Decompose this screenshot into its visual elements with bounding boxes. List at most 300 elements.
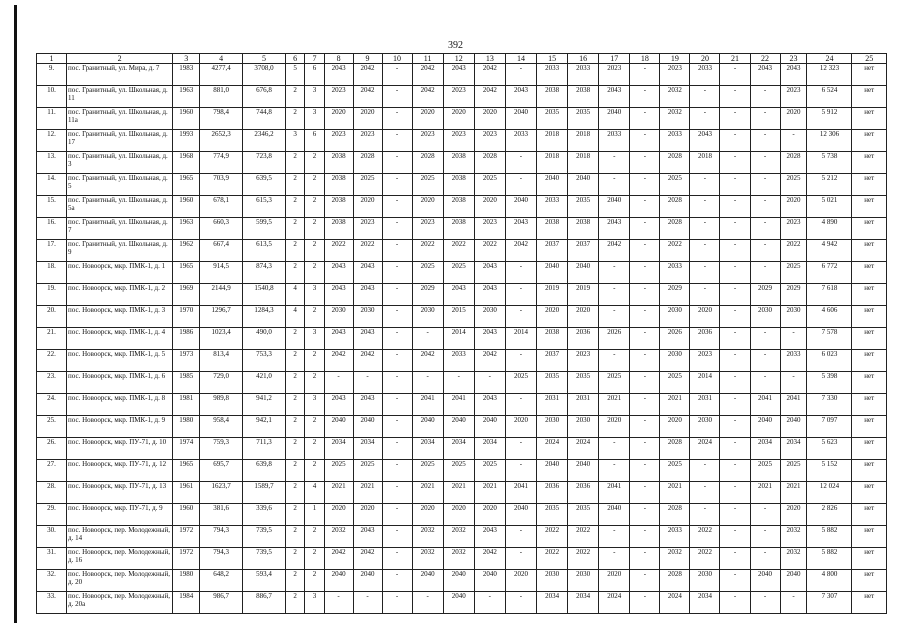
table-cell: 2022 bbox=[568, 526, 599, 548]
table-cell: нет bbox=[852, 240, 887, 262]
table-cell: 7 307 bbox=[807, 592, 852, 614]
table-cell: 1540,8 bbox=[243, 284, 286, 306]
table-cell: 2035 bbox=[568, 196, 599, 218]
table-cell: 774,9 bbox=[200, 152, 243, 174]
table-cell: - bbox=[720, 438, 750, 460]
table-cell: 2023 bbox=[353, 218, 382, 240]
table-cell: - bbox=[382, 64, 412, 86]
row-number-cell: 27. bbox=[37, 460, 67, 482]
row-number-cell: 18. bbox=[37, 262, 67, 284]
table-cell: - bbox=[630, 350, 660, 372]
table-cell: 2 bbox=[285, 548, 304, 570]
table-cell: - bbox=[630, 416, 660, 438]
table-cell: 2028 bbox=[474, 152, 505, 174]
table-cell: 2 bbox=[285, 372, 304, 394]
address-cell: пос. Новоорск, пер. Молодежный, д. 14 bbox=[67, 526, 173, 548]
table-cell: - bbox=[505, 350, 536, 372]
table-cell: - bbox=[720, 196, 750, 218]
table-cell: 2 bbox=[305, 350, 324, 372]
table-row bbox=[37, 372, 887, 394]
address-cell: пос. Новоорск, мкр. ПУ-71, д. 12 bbox=[67, 460, 173, 482]
table-cell: 2021 bbox=[324, 482, 353, 504]
table-cell: 2043 bbox=[324, 394, 353, 416]
table-cell: 2025 bbox=[443, 262, 474, 284]
table-cell: 2 bbox=[285, 108, 304, 130]
table-cell: 2041 bbox=[780, 394, 807, 416]
table-cell: 2029 bbox=[412, 284, 443, 306]
table-cell: 2040 bbox=[537, 460, 568, 482]
table-cell: - bbox=[750, 328, 780, 350]
table-cell: 2034 bbox=[780, 438, 807, 460]
table-cell: 2 bbox=[305, 548, 324, 570]
address-cell: пос. Гранитный, ул. Школьная, д. 11 bbox=[67, 86, 173, 108]
table-cell: - bbox=[599, 526, 630, 548]
table-cell: 2040 bbox=[780, 570, 807, 592]
table-cell: 2020 bbox=[505, 570, 536, 592]
table-cell: 2043 bbox=[474, 328, 505, 350]
table-cell: 2022 bbox=[443, 240, 474, 262]
table-cell: 2040 bbox=[412, 416, 443, 438]
table-cell: 2038 bbox=[443, 218, 474, 240]
table-cell: 2043 bbox=[780, 64, 807, 86]
table-body bbox=[37, 64, 887, 614]
table-cell: 5 738 bbox=[807, 152, 852, 174]
table-cell: 2031 bbox=[537, 394, 568, 416]
table-cell: 3 bbox=[285, 130, 304, 152]
table-cell: 2020 bbox=[353, 196, 382, 218]
table-cell: - bbox=[505, 262, 536, 284]
table-cell: - bbox=[382, 218, 412, 240]
table-cell: - bbox=[382, 482, 412, 504]
table-cell: 2028 bbox=[660, 438, 690, 460]
table-cell: - bbox=[382, 240, 412, 262]
row-number-cell: 10. bbox=[37, 86, 67, 108]
table-cell: 886,7 bbox=[243, 592, 286, 614]
row-number-cell: 31. bbox=[37, 548, 67, 570]
table-cell: 2032 bbox=[660, 108, 690, 130]
table-cell: 2042 bbox=[474, 548, 505, 570]
table-cell: 1963 bbox=[173, 86, 200, 108]
table-row bbox=[37, 394, 887, 416]
table-cell: 2015 bbox=[443, 306, 474, 328]
table-cell: 5 021 bbox=[807, 196, 852, 218]
table-cell: 2 bbox=[285, 240, 304, 262]
table-cell: - bbox=[750, 372, 780, 394]
table-cell: - bbox=[324, 592, 353, 614]
table-cell: - bbox=[382, 130, 412, 152]
table-cell: 711,3 bbox=[243, 438, 286, 460]
table-cell: 2 bbox=[285, 262, 304, 284]
table-cell: 1 bbox=[305, 504, 324, 526]
table-cell: нет bbox=[852, 548, 887, 570]
table-cell: 2020 bbox=[324, 504, 353, 526]
table-cell: 813,4 bbox=[200, 350, 243, 372]
address-cell: пос. Новоорск, мкр. ПМК-1, д. 9 bbox=[67, 416, 173, 438]
table-cell: 2041 bbox=[443, 394, 474, 416]
table-cell: - bbox=[382, 284, 412, 306]
table-cell: - bbox=[750, 350, 780, 372]
table-cell: - bbox=[630, 394, 660, 416]
row-number-cell: 21. bbox=[37, 328, 67, 350]
table-cell: 2 bbox=[305, 218, 324, 240]
table-cell: 1965 bbox=[173, 460, 200, 482]
table-cell: 2041 bbox=[599, 482, 630, 504]
table-cell: 2034 bbox=[353, 438, 382, 460]
table-cell: 2040 bbox=[412, 570, 443, 592]
address-cell: пос. Новоорск, мкр. ПМК-1, д. 5 bbox=[67, 350, 173, 372]
table-cell: 5 bbox=[285, 64, 304, 86]
table-cell: 739,5 bbox=[243, 548, 286, 570]
table-cell: 2040 bbox=[505, 108, 536, 130]
table-cell: 2029 bbox=[750, 284, 780, 306]
table-cell: 6 524 bbox=[807, 86, 852, 108]
row-number-cell: 9. bbox=[37, 64, 67, 86]
table-cell: - bbox=[382, 570, 412, 592]
table-cell: 2040 bbox=[750, 416, 780, 438]
table-cell: 2023 bbox=[660, 64, 690, 86]
table-cell: - bbox=[382, 394, 412, 416]
column-header-10: 10 bbox=[382, 54, 412, 64]
table-cell: - bbox=[750, 108, 780, 130]
table-cell: 339,6 bbox=[243, 504, 286, 526]
table-cell: - bbox=[630, 372, 660, 394]
table-cell: 2023 bbox=[324, 130, 353, 152]
table-cell: - bbox=[505, 460, 536, 482]
table-cell: 2043 bbox=[474, 284, 505, 306]
table-cell: 2029 bbox=[660, 284, 690, 306]
table-cell: 2042 bbox=[474, 86, 505, 108]
table-cell: - bbox=[720, 504, 750, 526]
table-cell: 2022 bbox=[537, 548, 568, 570]
table-cell: - bbox=[720, 526, 750, 548]
table-cell: - bbox=[690, 284, 720, 306]
table-cell: 2025 bbox=[412, 262, 443, 284]
table-cell: 2022 bbox=[780, 240, 807, 262]
table-cell: 2034 bbox=[750, 438, 780, 460]
table-cell: 2020 bbox=[568, 306, 599, 328]
table-cell: 2042 bbox=[412, 350, 443, 372]
table-cell: - bbox=[720, 350, 750, 372]
table-cell: - bbox=[750, 152, 780, 174]
table-cell: - bbox=[505, 64, 536, 86]
table-cell: 2042 bbox=[505, 240, 536, 262]
table-cell: 381,6 bbox=[200, 504, 243, 526]
row-number-cell: 24. bbox=[37, 394, 67, 416]
table-cell: - bbox=[750, 196, 780, 218]
table-cell: нет bbox=[852, 350, 887, 372]
row-number-cell: 15. bbox=[37, 196, 67, 218]
table-cell: 2040 bbox=[537, 174, 568, 196]
table-cell: нет bbox=[852, 592, 887, 614]
table-cell: 2 bbox=[285, 86, 304, 108]
table-cell: 2035 bbox=[568, 372, 599, 394]
table-cell: 958,4 bbox=[200, 416, 243, 438]
table-cell: 2035 bbox=[568, 108, 599, 130]
table-cell: 2036 bbox=[690, 328, 720, 350]
column-header-6: 6 bbox=[285, 54, 304, 64]
table-cell: 2028 bbox=[660, 196, 690, 218]
table-cell: 1284,3 bbox=[243, 306, 286, 328]
table-cell: 2025 bbox=[324, 460, 353, 482]
table-cell: 12 024 bbox=[807, 482, 852, 504]
table-cell: - bbox=[690, 460, 720, 482]
table-cell: 2038 bbox=[324, 218, 353, 240]
table-cell: 2021 bbox=[412, 482, 443, 504]
table-cell: 2025 bbox=[780, 174, 807, 196]
table-cell: 2034 bbox=[568, 592, 599, 614]
table-cell: - bbox=[382, 152, 412, 174]
table-cell: 2030 bbox=[750, 306, 780, 328]
table-cell: 2023 bbox=[412, 218, 443, 240]
table-row bbox=[37, 284, 887, 306]
table-cell: 759,3 bbox=[200, 438, 243, 460]
table-cell: 1983 bbox=[173, 64, 200, 86]
table-cell: 2024 bbox=[537, 438, 568, 460]
table-cell: 2040 bbox=[353, 570, 382, 592]
table-cell: 2033 bbox=[660, 526, 690, 548]
table-cell: 1986 bbox=[173, 328, 200, 350]
table-cell: 2 bbox=[285, 504, 304, 526]
table-cell: нет bbox=[852, 438, 887, 460]
table-cell: 1965 bbox=[173, 174, 200, 196]
table-cell: 2021 bbox=[353, 482, 382, 504]
table-cell: - bbox=[720, 86, 750, 108]
table-cell: 2014 bbox=[690, 372, 720, 394]
table-cell: 1968 bbox=[173, 152, 200, 174]
table-cell: 2043 bbox=[599, 218, 630, 240]
table-cell: 2043 bbox=[353, 284, 382, 306]
table-cell: 2 bbox=[285, 482, 304, 504]
table-cell: 2042 bbox=[353, 350, 382, 372]
table-row bbox=[37, 504, 887, 526]
table-row bbox=[37, 174, 887, 196]
row-number-cell: 19. bbox=[37, 284, 67, 306]
table-cell: 3 bbox=[305, 592, 324, 614]
table-cell: - bbox=[720, 152, 750, 174]
row-number-cell: 23. bbox=[37, 372, 67, 394]
table-cell: - bbox=[720, 130, 750, 152]
table-cell: - bbox=[505, 438, 536, 460]
table-cell: 2037 bbox=[568, 240, 599, 262]
table-cell: 2031 bbox=[568, 394, 599, 416]
column-header-21: 21 bbox=[720, 54, 750, 64]
table-cell: 1984 bbox=[173, 592, 200, 614]
table-cell: - bbox=[780, 372, 807, 394]
table-cell: 2030 bbox=[660, 306, 690, 328]
table-cell: 874,3 bbox=[243, 262, 286, 284]
table-cell: - bbox=[720, 64, 750, 86]
table-cell: 2037 bbox=[537, 240, 568, 262]
table-cell: 2020 bbox=[599, 570, 630, 592]
table-row bbox=[37, 548, 887, 570]
table-cell: 2 bbox=[305, 416, 324, 438]
table-cell: 2034 bbox=[412, 438, 443, 460]
table-cell: 4 606 bbox=[807, 306, 852, 328]
table-cell: - bbox=[630, 460, 660, 482]
table-cell: - bbox=[750, 130, 780, 152]
column-header-5: 5 bbox=[243, 54, 286, 64]
table-cell: 2 bbox=[285, 196, 304, 218]
table-row bbox=[37, 570, 887, 592]
table-cell: 1960 bbox=[173, 108, 200, 130]
table-cell: 2042 bbox=[353, 64, 382, 86]
table-cell: 2043 bbox=[443, 64, 474, 86]
table-cell: - bbox=[630, 592, 660, 614]
table-cell: - bbox=[382, 416, 412, 438]
table-cell: 2038 bbox=[568, 86, 599, 108]
table-cell: 2020 bbox=[412, 108, 443, 130]
row-number-cell: 30. bbox=[37, 526, 67, 548]
table-cell: 660,3 bbox=[200, 218, 243, 240]
table-cell: 2030 bbox=[537, 416, 568, 438]
table-cell: 2020 bbox=[780, 196, 807, 218]
table-row bbox=[37, 306, 887, 328]
table-row bbox=[37, 64, 887, 86]
table-cell: 2040 bbox=[599, 196, 630, 218]
page-binding-line bbox=[14, 5, 17, 623]
table-row bbox=[37, 328, 887, 350]
table-cell: 2043 bbox=[353, 328, 382, 350]
table-cell: 1972 bbox=[173, 526, 200, 548]
table-cell: 2020 bbox=[353, 108, 382, 130]
table-cell: нет bbox=[852, 416, 887, 438]
table-cell: 2025 bbox=[660, 460, 690, 482]
table-cell: 2030 bbox=[690, 416, 720, 438]
table-cell: 798,4 bbox=[200, 108, 243, 130]
table-cell: 2040 bbox=[443, 592, 474, 614]
table-cell: 986,7 bbox=[200, 592, 243, 614]
row-number-cell: 12. bbox=[37, 130, 67, 152]
table-cell: 2025 bbox=[505, 372, 536, 394]
table-cell: - bbox=[382, 86, 412, 108]
table-cell: - bbox=[474, 372, 505, 394]
column-header-13: 13 bbox=[474, 54, 505, 64]
table-cell: 1961 bbox=[173, 482, 200, 504]
table-cell: нет bbox=[852, 174, 887, 196]
table-cell: 2043 bbox=[505, 86, 536, 108]
table-cell: 2023 bbox=[474, 130, 505, 152]
table-cell: 2021 bbox=[474, 482, 505, 504]
table-cell: 2 bbox=[285, 350, 304, 372]
table-cell: 1981 bbox=[173, 394, 200, 416]
table-cell: 1023,4 bbox=[200, 328, 243, 350]
table-cell: 2042 bbox=[353, 86, 382, 108]
table-cell: - bbox=[443, 372, 474, 394]
row-number-cell: 17. bbox=[37, 240, 67, 262]
table-cell: 2028 bbox=[412, 152, 443, 174]
table-cell: 2038 bbox=[537, 218, 568, 240]
table-cell: 2035 bbox=[537, 108, 568, 130]
table-cell: 2040 bbox=[353, 416, 382, 438]
table-cell: 2035 bbox=[537, 504, 568, 526]
table-cell: 2028 bbox=[353, 152, 382, 174]
table-cell: 2040 bbox=[443, 570, 474, 592]
table-cell: 2036 bbox=[568, 328, 599, 350]
table-cell: нет bbox=[852, 460, 887, 482]
table-cell: - bbox=[720, 218, 750, 240]
table-cell: 2043 bbox=[474, 262, 505, 284]
table-cell: - bbox=[720, 592, 750, 614]
table-cell: 5 152 bbox=[807, 460, 852, 482]
table-cell: 2018 bbox=[537, 130, 568, 152]
table-cell: 2035 bbox=[568, 504, 599, 526]
table-cell: - bbox=[630, 174, 660, 196]
table-cell: 2043 bbox=[324, 64, 353, 86]
table-cell: 2022 bbox=[324, 240, 353, 262]
column-header-14: 14 bbox=[505, 54, 536, 64]
table-cell: 703,9 bbox=[200, 174, 243, 196]
table-cell: - bbox=[720, 328, 750, 350]
table-cell: 2040 bbox=[750, 570, 780, 592]
table-cell: 2025 bbox=[474, 460, 505, 482]
table-cell: 3 bbox=[305, 86, 324, 108]
table-cell: 2043 bbox=[474, 526, 505, 548]
table-cell: 2 bbox=[305, 152, 324, 174]
table-cell: 2020 bbox=[505, 416, 536, 438]
table-cell: 2040 bbox=[324, 570, 353, 592]
table-cell: 2020 bbox=[474, 504, 505, 526]
table-cell: 2 bbox=[285, 570, 304, 592]
table-cell: - bbox=[599, 306, 630, 328]
table-cell: 2018 bbox=[690, 152, 720, 174]
table-cell: 2038 bbox=[537, 328, 568, 350]
table-cell: 2036 bbox=[537, 482, 568, 504]
table-cell: 2042 bbox=[324, 350, 353, 372]
address-cell: пос. Новоорск, мкр. ПУ-71, д. 13 bbox=[67, 482, 173, 504]
table-cell: 2025 bbox=[412, 460, 443, 482]
table-cell: - bbox=[690, 240, 720, 262]
table-cell: - bbox=[690, 504, 720, 526]
row-number-cell: 13. bbox=[37, 152, 67, 174]
table-cell: 3 bbox=[305, 284, 324, 306]
table-cell: 2035 bbox=[537, 372, 568, 394]
table-cell: 2023 bbox=[780, 86, 807, 108]
table-cell: 2025 bbox=[780, 460, 807, 482]
table-cell: 2038 bbox=[324, 152, 353, 174]
address-cell: пос. Новоорск, мкр. ПУ-71, д. 10 bbox=[67, 438, 173, 460]
table-row bbox=[37, 130, 887, 152]
column-header-23: 23 bbox=[780, 54, 807, 64]
table-cell: 2028 bbox=[660, 152, 690, 174]
table-cell: 2032 bbox=[412, 548, 443, 570]
table-cell: нет bbox=[852, 262, 887, 284]
table-cell: - bbox=[505, 152, 536, 174]
table-cell: нет bbox=[852, 152, 887, 174]
table-cell: 2033 bbox=[537, 196, 568, 218]
table-cell: 2042 bbox=[474, 350, 505, 372]
table-cell: 2043 bbox=[505, 218, 536, 240]
table-cell: - bbox=[505, 174, 536, 196]
table-cell: 2043 bbox=[353, 526, 382, 548]
table-cell: - bbox=[599, 152, 630, 174]
table-cell: 2030 bbox=[474, 306, 505, 328]
table-cell: 2042 bbox=[412, 64, 443, 86]
table-cell: 2024 bbox=[660, 592, 690, 614]
table-cell: 2040 bbox=[568, 262, 599, 284]
table-cell: 2025 bbox=[353, 174, 382, 196]
table-cell: 2020 bbox=[324, 108, 353, 130]
table-cell: 1965 bbox=[173, 262, 200, 284]
table-cell: нет bbox=[852, 108, 887, 130]
table-cell: - bbox=[780, 328, 807, 350]
table-cell: - bbox=[750, 548, 780, 570]
table-cell: - bbox=[382, 328, 412, 350]
table-cell: 2033 bbox=[780, 350, 807, 372]
table-cell: - bbox=[599, 174, 630, 196]
table-cell: нет bbox=[852, 570, 887, 592]
table-cell: - bbox=[382, 306, 412, 328]
address-cell: пос. Новоорск, мкр. ПМК-1, д. 3 bbox=[67, 306, 173, 328]
